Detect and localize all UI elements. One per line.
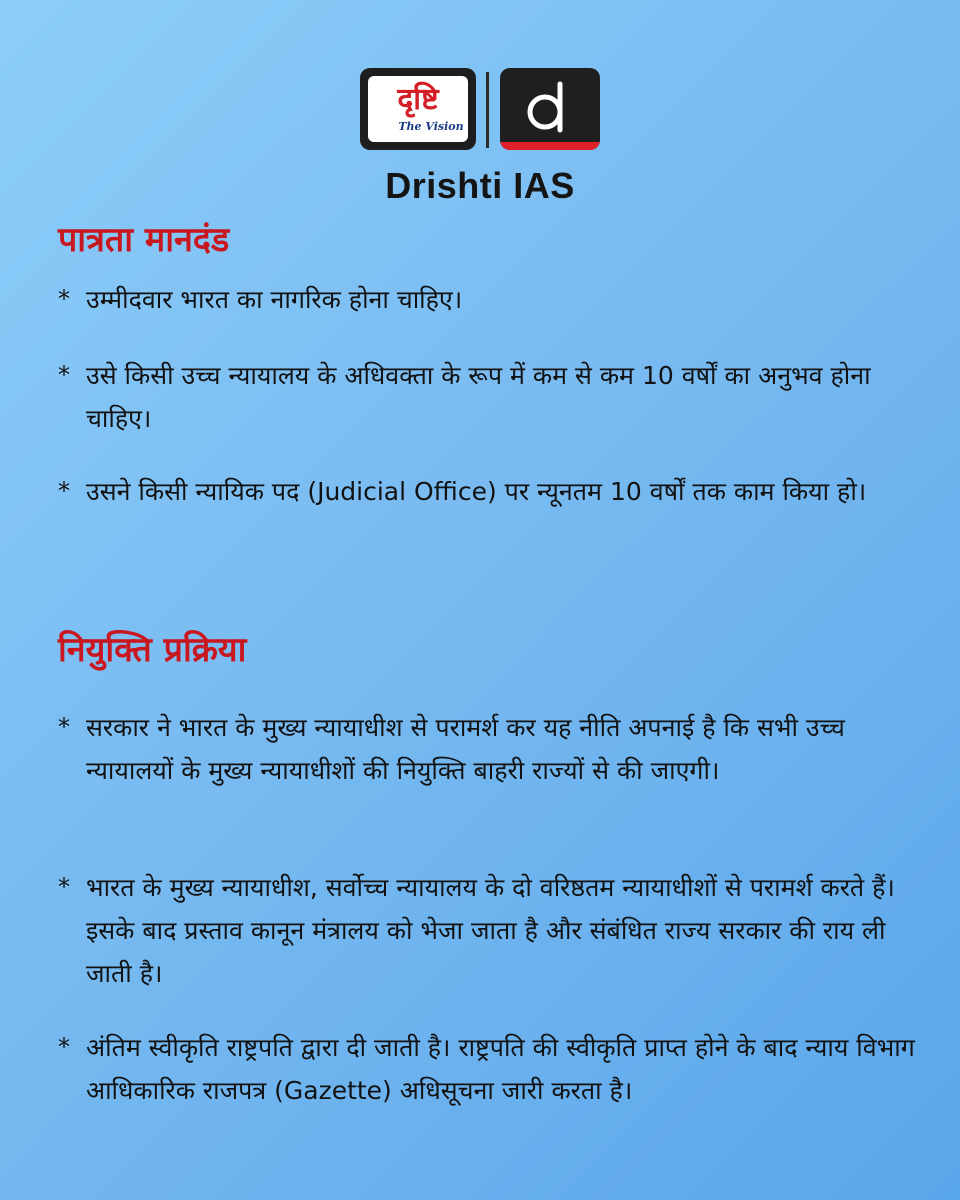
bullet-asterisk: * xyxy=(58,713,70,741)
bullet-asterisk: * xyxy=(58,873,70,901)
list-item xyxy=(58,470,920,513)
bullet-asterisk: * xyxy=(58,1033,70,1061)
logo-red-bar xyxy=(500,142,600,150)
list-item xyxy=(58,866,920,995)
bullet-asterisk: * xyxy=(58,285,70,313)
eligibility-item-3: उसने किसी न्यायिक पद (Judicial Office) पर न्यूनतम 10 वर्षों तक काम किया हो। xyxy=(86,477,867,506)
d-logo-icon xyxy=(500,68,600,150)
logo-divider xyxy=(486,72,489,148)
appointment-item-1: सरकार ने भारत के मुख्य न्यायाधीश से परामर्श कर यह नीति अपनाई है कि सभी उच्च न्यायालयों के मुख्य न्यायाधीशों की नियुक्ति बाहरी राज्यों से की जाएगी। xyxy=(86,713,845,785)
list-item xyxy=(58,354,920,440)
list-item xyxy=(58,278,920,321)
eligibility-heading: पात्रता मानदंड xyxy=(58,220,230,260)
d-letter-icon xyxy=(500,68,600,150)
logo-hindi-text: दृष्टि xyxy=(397,82,439,117)
list-item xyxy=(58,706,920,792)
bullet-asterisk: * xyxy=(58,361,70,389)
drishti-ias-logo xyxy=(360,68,600,204)
logo-tagline: The Vision xyxy=(398,120,464,133)
drishti-hindi-logo-box xyxy=(360,68,476,150)
eligibility-item-2: उसे किसी उच्च न्यायालय के अधिवक्ता के रूप में कम से कम 10 वर्षों का अनुभव होना चाहिए। xyxy=(86,361,871,433)
list-item xyxy=(58,1026,920,1112)
appointment-item-3: अंतिम स्वीकृति राष्ट्रपति द्वारा दी जाती है। राष्ट्रपति की स्वीकृति प्राप्त होने के बाद न्याय विभाग आधिकारिक राजपत्र (Gazette) अधिसूचना जारी करता है। xyxy=(86,1033,915,1105)
brand-name: Drishti IAS xyxy=(385,165,575,206)
bullet-asterisk: * xyxy=(58,477,70,505)
appointment-process-heading: नियुक्ति प्रक्रिया xyxy=(58,630,247,670)
eligibility-item-1: उम्मीदवार भारत का नागरिक होना चाहिए। xyxy=(86,285,463,314)
appointment-item-2: भारत के मुख्य न्यायाधीश, सर्वोच्च न्यायालय के दो वरिष्ठतम न्यायाधीशों से परामर्श करते हैं। इसके बाद प्रस्ताव कानून मंत्रालय को भेजा जाता है और संबंधित राज्य सरकार की राय ली जाती है। xyxy=(86,873,895,988)
